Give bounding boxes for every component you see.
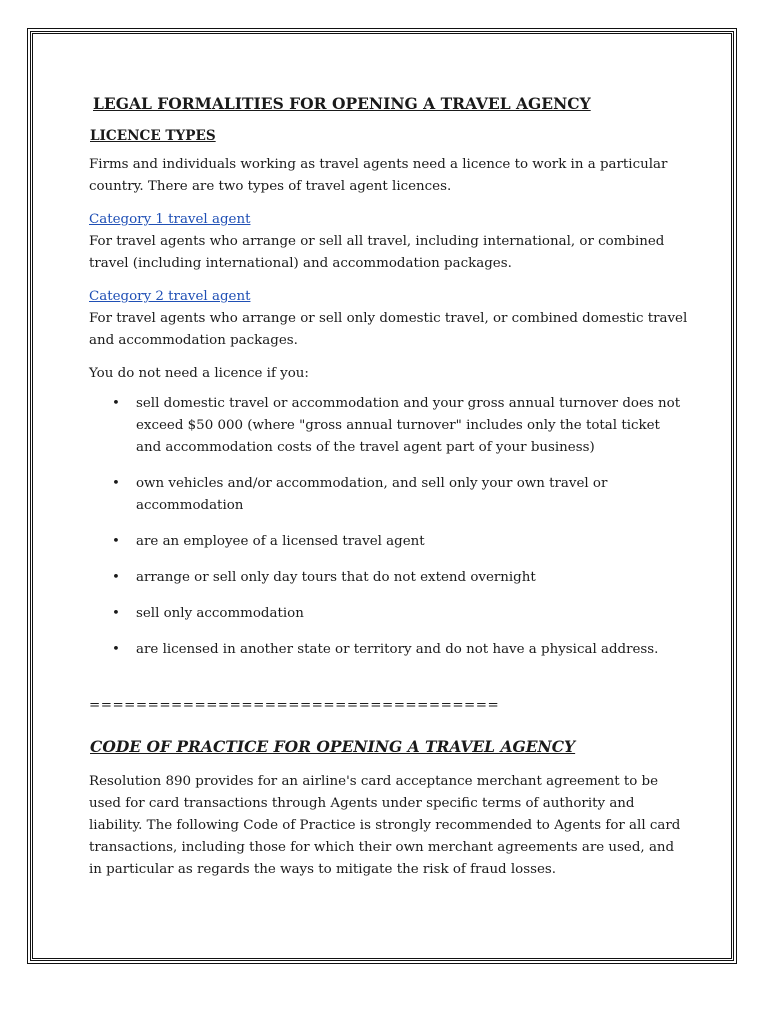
category-2-block xyxy=(89,286,689,352)
list-item: • sell domestic travel or accommodation and your gross annual turnover does not exceed $50 000 (where "gross annual turnover" includes only the total ticket and accommodation costs of the travel agent part of your business) xyxy=(136,393,689,459)
no-licence-intro: You do not need a licence if you: xyxy=(89,366,309,381)
document-title: LEGAL FORMALITIES FOR OPENING A TRAVEL AGENCY xyxy=(93,94,591,113)
list-item: • sell only accommodation xyxy=(136,603,689,625)
code-of-practice-paragraph: Resolution 890 provides for an airline's card acceptance merchant agreement to be used for card transactions through Agents under specific terms of authority and liability. The following Code of Practice is strongly recommended to Agents for all card transactions, including those for which their own merchant agreements are used, and in particular as regards the ways to mitigate the risk of fraud losses. xyxy=(89,774,681,877)
list-item: • own vehicles and/or accommodation, and sell only your own travel or accommodation xyxy=(136,473,689,517)
category-2-description: For travel agents who arrange or sell only domestic travel, or combined domestic travel and accommodation packages. xyxy=(89,311,688,348)
intro-paragraph: Firms and individuals working as travel agents need a licence to work in a particular country. There are two types of travel agent licences. xyxy=(89,157,668,194)
list-item: • are an employee of a licensed travel agent xyxy=(136,531,689,553)
section-divider: =================================== xyxy=(89,698,500,713)
category-2-link[interactable]: Category 2 travel agent xyxy=(89,289,251,304)
category-1-description: For travel agents who arrange or sell all travel, including international, or combined travel (including international) and accommodation packages. xyxy=(89,234,665,271)
list-item: • are licensed in another state or territory and do not have a physical address. xyxy=(136,639,689,661)
document-body xyxy=(89,92,689,892)
category-1-link[interactable]: Category 1 travel agent xyxy=(89,212,251,227)
licence-types-heading: LICENCE TYPES xyxy=(90,128,216,144)
category-1-block xyxy=(89,209,689,275)
list-item: • arrange or sell only day tours that do not extend overnight xyxy=(136,567,689,589)
code-of-practice-heading: CODE OF PRACTICE FOR OPENING A TRAVEL AGENCY xyxy=(90,737,576,756)
exemption-list xyxy=(89,393,689,661)
